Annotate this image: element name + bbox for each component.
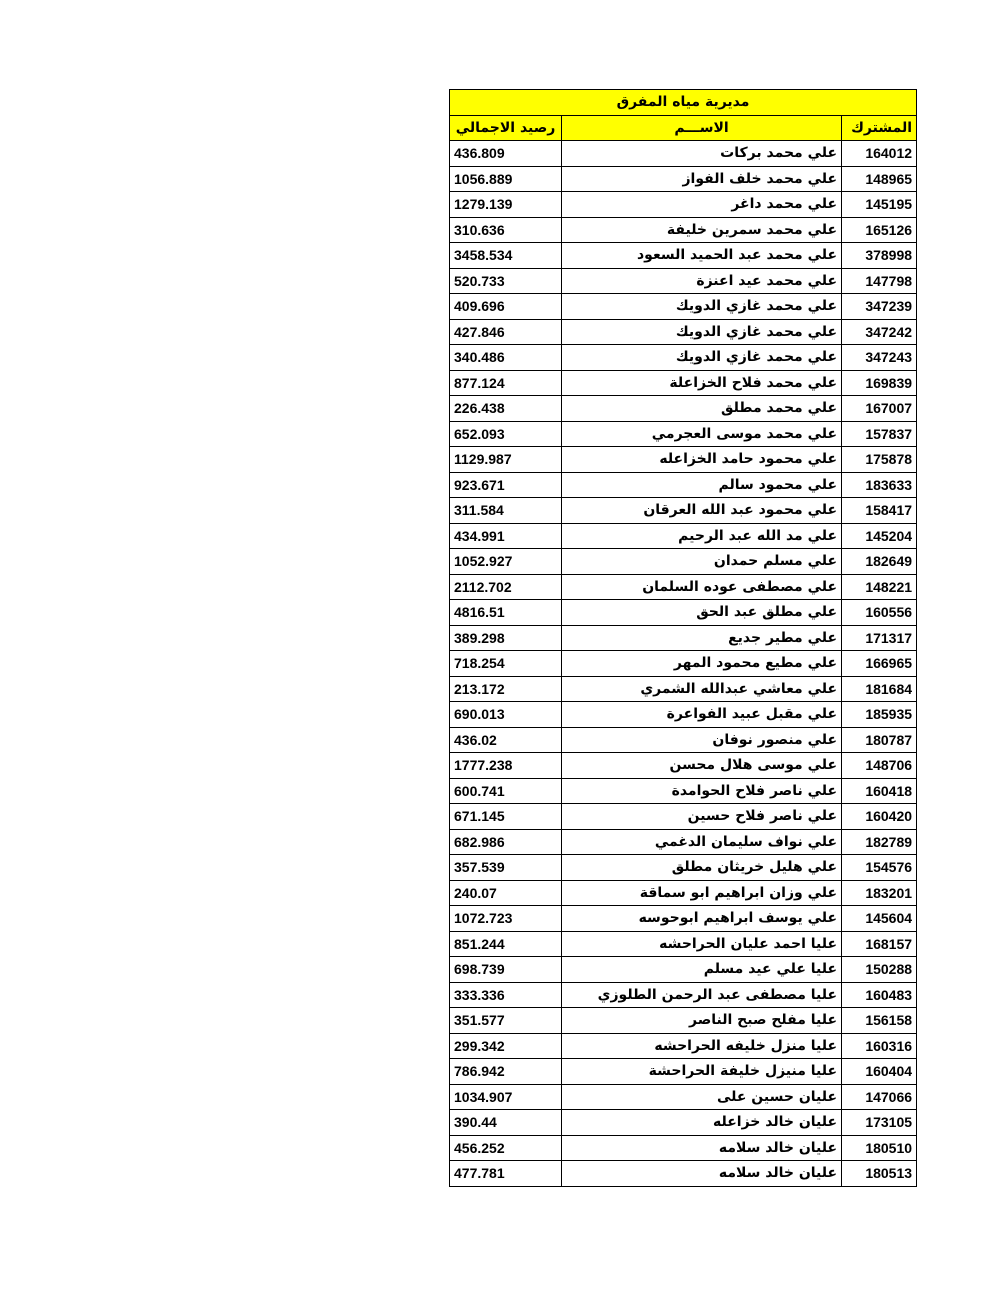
table-row [450,1110,917,1136]
table-row [450,319,917,345]
subscriber-id-cell: 160418 [842,778,917,804]
table-row [450,574,917,600]
name-cell: علي محمود عبد الله العرقان [562,498,842,524]
name-cell: عليا علي عيد مسلم [562,957,842,983]
table-row [450,727,917,753]
name-cell: علي محمد سمرين خليفة [562,217,842,243]
subscriber-id-cell: 180510 [842,1135,917,1161]
balance-cell: 671.145 [450,804,562,830]
name-cell: علي مد الله عبد الرحيم [562,523,842,549]
name-cell: علي هليل خريثان مطلق [562,855,842,881]
table-row [450,880,917,906]
table-row [450,957,917,983]
table-row [450,447,917,473]
subscriber-id-cell: 145204 [842,523,917,549]
table-row [450,498,917,524]
name-cell: علي محمد عيد اعنزة [562,268,842,294]
subscriber-id-cell: 158417 [842,498,917,524]
subscriber-id-cell: 168157 [842,931,917,957]
name-cell: عليا منيزل خليفة الحراحشة [562,1059,842,1085]
balance-cell: 1129.987 [450,447,562,473]
subscriber-balance-table [449,89,917,1187]
table-row [450,141,917,167]
table-row [450,166,917,192]
name-cell: علي يوسف ابراهيم ابوحوسه [562,906,842,932]
name-cell: عليان خالد خزاعله [562,1110,842,1136]
name-cell: علي محمد موسى العجرمي [562,421,842,447]
name-cell: عليا منزل خليفه الحراحشه [562,1033,842,1059]
balance-cell: 4816.51 [450,600,562,626]
balance-cell: 786.942 [450,1059,562,1085]
balance-cell: 698.739 [450,957,562,983]
table-row [450,192,917,218]
name-cell: علي محمد غازي الدويك [562,319,842,345]
name-cell: علي محمد غازي الدويك [562,294,842,320]
name-cell: عليا مفلح صبح الناصر [562,1008,842,1034]
name-cell: علي مسلم حمدان [562,549,842,575]
table-row [450,523,917,549]
subscriber-id-cell: 147798 [842,268,917,294]
balance-cell: 851.244 [450,931,562,957]
subscriber-id-cell: 182649 [842,549,917,575]
subscriber-id-cell: 157837 [842,421,917,447]
subscriber-id-cell: 166965 [842,651,917,677]
header-row [450,115,917,141]
table-row [450,1161,917,1187]
table-row [450,931,917,957]
balance-cell: 357.539 [450,855,562,881]
title-row [450,90,917,116]
name-cell: علي مصطفى عوده السلمان [562,574,842,600]
subscriber-id-cell: 160556 [842,600,917,626]
table-row [450,778,917,804]
table-row [450,549,917,575]
header-subscriber: المشترك [842,115,917,141]
subscriber-id-cell: 182789 [842,829,917,855]
balance-cell: 690.013 [450,702,562,728]
balance-cell: 456.252 [450,1135,562,1161]
table-row [450,217,917,243]
balance-cell: 299.342 [450,1033,562,1059]
table-row [450,396,917,422]
subscriber-id-cell: 145604 [842,906,917,932]
subscriber-id-cell: 347242 [842,319,917,345]
balance-cell: 240.07 [450,880,562,906]
subscriber-id-cell: 173105 [842,1110,917,1136]
subscriber-id-cell: 160420 [842,804,917,830]
table-row [450,676,917,702]
name-cell: علي مطير جديع [562,625,842,651]
name-cell: علي مطيع محمود المهر [562,651,842,677]
balance-cell: 434.991 [450,523,562,549]
subscriber-id-cell: 167007 [842,396,917,422]
table-row [450,855,917,881]
table-row [450,1033,917,1059]
subscriber-id-cell: 164012 [842,141,917,167]
header-balance: رصيد الاجمالي [450,115,562,141]
subscriber-id-cell: 148706 [842,753,917,779]
table-row [450,268,917,294]
table-row [450,370,917,396]
table-row [450,829,917,855]
balance-cell: 1777.238 [450,753,562,779]
balance-cell: 2112.702 [450,574,562,600]
name-cell: عليان حسين على [562,1084,842,1110]
balance-cell: 1056.889 [450,166,562,192]
subscriber-id-cell: 148965 [842,166,917,192]
name-cell: علي ناصر فلاح حسين [562,804,842,830]
balance-cell: 718.254 [450,651,562,677]
balance-cell: 409.696 [450,294,562,320]
balance-cell: 652.093 [450,421,562,447]
subscriber-id-cell: 160316 [842,1033,917,1059]
subscriber-id-cell: 180787 [842,727,917,753]
name-cell: عليا مصطفى عبد الرحمن الطلوزي [562,982,842,1008]
name-cell: علي مقبل عبيد الفواعرة [562,702,842,728]
table-row [450,804,917,830]
balance-cell: 1052.927 [450,549,562,575]
subscriber-id-cell: 147066 [842,1084,917,1110]
balance-cell: 520.733 [450,268,562,294]
subscriber-id-cell: 165126 [842,217,917,243]
balance-cell: 226.438 [450,396,562,422]
header-name: الاســـم [562,115,842,141]
balance-cell: 351.577 [450,1008,562,1034]
subscriber-id-cell: 169839 [842,370,917,396]
name-cell: علي محمد مطلق [562,396,842,422]
table-row [450,1084,917,1110]
balance-cell: 877.124 [450,370,562,396]
name-cell: علي محمد غازي الدويك [562,345,842,371]
subscriber-id-cell: 150288 [842,957,917,983]
name-cell: علي منصور نوفان [562,727,842,753]
subscriber-id-cell: 154576 [842,855,917,881]
balance-cell: 1072.723 [450,906,562,932]
table-row [450,294,917,320]
subscriber-id-cell: 171317 [842,625,917,651]
table-row [450,243,917,269]
name-cell: علي محمد عبد الحميد السعود [562,243,842,269]
name-cell: علي محمد فلاح الخزاعلة [562,370,842,396]
subscriber-id-cell: 185935 [842,702,917,728]
table-row [450,651,917,677]
name-cell: علي موسى هلال محسن [562,753,842,779]
balance-cell: 436.02 [450,727,562,753]
subscriber-id-cell: 175878 [842,447,917,473]
name-cell: علي محمد خلف الفواز [562,166,842,192]
table-body [450,141,917,1187]
balance-cell: 311.584 [450,498,562,524]
subscriber-id-cell: 347239 [842,294,917,320]
name-cell: علي محمود سالم [562,472,842,498]
table-row [450,345,917,371]
name-cell: عليان خالد سلامه [562,1161,842,1187]
balance-cell: 389.298 [450,625,562,651]
subscriber-id-cell: 181684 [842,676,917,702]
balance-cell: 333.336 [450,982,562,1008]
balance-cell: 600.741 [450,778,562,804]
table-row [450,1008,917,1034]
spreadsheet [449,89,916,1187]
table-row [450,982,917,1008]
table-row [450,472,917,498]
balance-cell: 213.172 [450,676,562,702]
name-cell: علي محمود حامد الخزاعله [562,447,842,473]
subscriber-id-cell: 183201 [842,880,917,906]
balance-cell: 923.671 [450,472,562,498]
name-cell: علي وزان ابراهيم ابو سماقة [562,880,842,906]
name-cell: علي محمد داغر [562,192,842,218]
balance-cell: 477.781 [450,1161,562,1187]
subscriber-id-cell: 180513 [842,1161,917,1187]
table-row [450,702,917,728]
name-cell: علي ناصر فلاح الحوامدة [562,778,842,804]
subscriber-id-cell: 160404 [842,1059,917,1085]
subscriber-id-cell: 148221 [842,574,917,600]
subscriber-id-cell: 160483 [842,982,917,1008]
name-cell: عليا احمد عليان الحراحشه [562,931,842,957]
subscriber-id-cell: 156158 [842,1008,917,1034]
balance-cell: 682.986 [450,829,562,855]
balance-cell: 427.846 [450,319,562,345]
balance-cell: 340.486 [450,345,562,371]
table-row [450,906,917,932]
table-row [450,421,917,447]
table-row [450,600,917,626]
name-cell: علي نواف سليمان الدغمي [562,829,842,855]
balance-cell: 1279.139 [450,192,562,218]
table-row [450,753,917,779]
name-cell: علي مطلق عبد الحق [562,600,842,626]
balance-cell: 3458.534 [450,243,562,269]
table-row [450,1059,917,1085]
subscriber-id-cell: 347243 [842,345,917,371]
balance-cell: 390.44 [450,1110,562,1136]
balance-cell: 436.809 [450,141,562,167]
name-cell: علي معاشي عبدالله الشمري [562,676,842,702]
balance-cell: 310.636 [450,217,562,243]
table-row [450,1135,917,1161]
name-cell: علي محمد بركات [562,141,842,167]
name-cell: عليان خالد سلامه [562,1135,842,1161]
balance-cell: 1034.907 [450,1084,562,1110]
subscriber-id-cell: 145195 [842,192,917,218]
sheet-title: مديرية مياه المفرق [450,90,917,116]
subscriber-id-cell: 378998 [842,243,917,269]
subscriber-id-cell: 183633 [842,472,917,498]
table-row [450,625,917,651]
